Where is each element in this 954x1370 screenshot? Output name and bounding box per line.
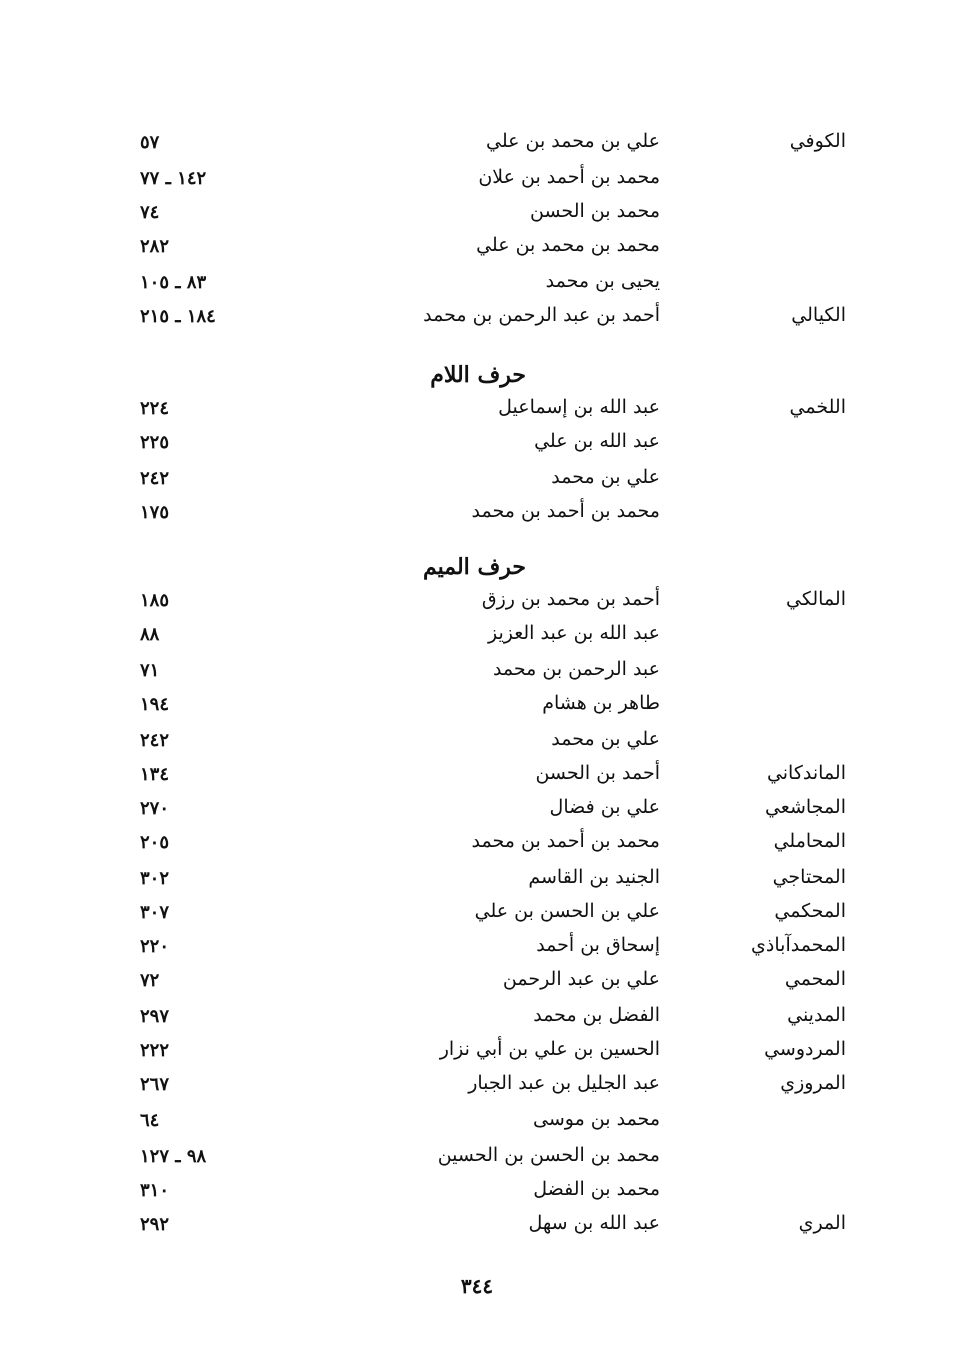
index-entry	[0, 588, 954, 622]
entry-pages: ٨٣ ـ ١٠٥	[140, 272, 207, 293]
entry-pages: ٢٤٢	[140, 730, 170, 751]
entry-pages: ٣٠٧	[140, 902, 170, 923]
entry-pages: ٢٤٢	[140, 468, 170, 489]
entry-nisba: المري	[798, 1212, 846, 1234]
entry-pages: ٢٢٢	[140, 1040, 170, 1061]
entry-name: محمد بن أحمد بن علان	[478, 166, 660, 188]
entry-name: علي بن محمد بن علي	[486, 130, 660, 152]
entry-nisba: المديني	[787, 1004, 846, 1026]
entry-pages: ٢٢٠	[140, 936, 170, 957]
entry-name: أحمد بن عبد الرحمن بن محمد	[423, 304, 660, 326]
index-entry	[0, 692, 954, 726]
entry-name: محمد بن الفضل	[533, 1178, 660, 1200]
index-entry	[0, 796, 954, 830]
section-heading-mim: حرف الميم	[422, 554, 526, 580]
entry-name: محمد بن الحسن بن الحسين	[437, 1144, 660, 1166]
entry-pages: ٢٢٥	[140, 432, 170, 453]
entry-name: إسحاق بن أحمد	[536, 934, 660, 956]
index-entry	[0, 728, 954, 762]
index-entry	[0, 130, 954, 164]
section-heading-lam: حرف اللام	[430, 362, 526, 388]
entry-name: عبد الله بن إسماعيل	[498, 396, 660, 418]
index-entry	[0, 1212, 954, 1246]
entry-pages: ١٤٢ ـ ٧٧	[140, 168, 207, 189]
entry-name: علي بن محمد	[551, 728, 660, 750]
entry-name: محمد بن محمد بن علي	[476, 234, 660, 256]
page-number: ٣٤٤	[460, 1274, 494, 1298]
entry-pages: ١٣٤	[140, 764, 170, 785]
entry-name: علي بن محمد	[551, 466, 660, 488]
entry-name: علي بن عبد الرحمن	[502, 968, 660, 990]
index-entry	[0, 622, 954, 656]
index-entry	[0, 968, 954, 1002]
entry-nisba: المحاملي	[773, 830, 846, 852]
entry-pages: ٣١٠	[140, 1180, 170, 1201]
index-entry	[0, 234, 954, 268]
entry-name: عبد الجليل بن عبد الجبار	[468, 1072, 660, 1094]
entry-pages: ٦٤	[140, 1110, 160, 1131]
index-entry	[0, 866, 954, 900]
entry-name: يحيى بن محمد	[545, 270, 660, 292]
entry-pages: ١٨٤ ـ ٢١٥	[140, 306, 216, 327]
index-entry	[0, 1108, 954, 1142]
entry-pages: ٧٤	[140, 202, 160, 223]
entry-pages: ٢٨٢	[140, 236, 170, 257]
entry-name: محمد بن أحمد بن محمد	[471, 830, 660, 852]
index-entry	[0, 396, 954, 430]
entry-name: علي بن فضال	[549, 796, 660, 818]
entry-name: أحمد بن محمد بن رزق	[481, 588, 660, 610]
entry-nisba: الكيالي	[791, 304, 846, 326]
entry-pages: ٢٦٧	[140, 1074, 170, 1095]
entry-pages: ٣٠٢	[140, 868, 170, 889]
entry-name: عبد الله بن سهل	[528, 1212, 660, 1234]
index-entry	[0, 304, 954, 338]
entry-nisba: المحمي	[784, 968, 846, 990]
entry-nisba: الكوفي	[789, 130, 846, 152]
entry-name: الحسين بن علي بن أبي نزار	[439, 1038, 660, 1060]
entry-pages: ٩٨ ـ ١٢٧	[140, 1146, 207, 1167]
entry-name: محمد بن موسى	[533, 1108, 660, 1130]
entry-nisba: المحتاجي	[772, 866, 846, 888]
entry-name: محمد بن أحمد بن محمد	[471, 500, 660, 522]
entry-pages: ١٩٤	[140, 694, 170, 715]
index-entry	[0, 1038, 954, 1072]
index-entry	[0, 762, 954, 796]
entry-pages: ١٨٥	[140, 590, 170, 611]
entry-pages: ٨٨	[140, 624, 160, 645]
index-entry	[0, 934, 954, 968]
entry-name: عبد الرحمن بن محمد	[492, 658, 660, 680]
entry-name: طاهر بن هشام	[542, 692, 660, 714]
entry-pages: ٢٩٧	[140, 1006, 170, 1027]
index-entry	[0, 830, 954, 864]
index-entry	[0, 900, 954, 934]
entry-nisba: المحكمي	[774, 900, 846, 922]
entry-nisba: المحمدآباذي	[751, 934, 846, 956]
entry-nisba: الماندكاني	[766, 762, 846, 784]
index-entry	[0, 1072, 954, 1106]
entry-pages: ٧١	[140, 660, 160, 681]
index-entry	[0, 466, 954, 500]
entry-nisba: المروزي	[780, 1072, 846, 1094]
index-entry	[0, 1144, 954, 1178]
index-entry	[0, 430, 954, 464]
index-entry	[0, 658, 954, 692]
entry-pages: ٢٧٠	[140, 798, 170, 819]
entry-name: عبد الله بن عبد العزيز	[487, 622, 660, 644]
entry-name: محمد بن الحسن	[530, 200, 660, 222]
entry-name: الفضل بن محمد	[533, 1004, 660, 1026]
entry-pages: ٢٩٢	[140, 1214, 170, 1235]
entry-pages: ٥٧	[140, 132, 160, 153]
index-entry	[0, 200, 954, 234]
entry-nisba: اللخمي	[789, 396, 846, 418]
entry-nisba: المردوسي	[764, 1038, 846, 1060]
index-entry	[0, 1004, 954, 1038]
index-entry	[0, 270, 954, 304]
entry-name: أحمد بن الحسن	[535, 762, 660, 784]
index-entry	[0, 166, 954, 200]
entry-pages: ٢٢٤	[140, 398, 170, 419]
entry-pages: ١٧٥	[140, 502, 170, 523]
entry-name: علي بن الحسن بن علي	[474, 900, 660, 922]
entry-name: عبد الله بن علي	[534, 430, 660, 452]
index-entry	[0, 1178, 954, 1212]
index-entry	[0, 500, 954, 534]
entry-pages: ٧٢	[140, 970, 160, 991]
entry-nisba: المجاشعي	[764, 796, 846, 818]
entry-nisba: المالكي	[786, 588, 846, 610]
entry-name: الجنيد بن القاسم	[528, 866, 660, 888]
entry-pages: ٢٠٥	[140, 832, 170, 853]
